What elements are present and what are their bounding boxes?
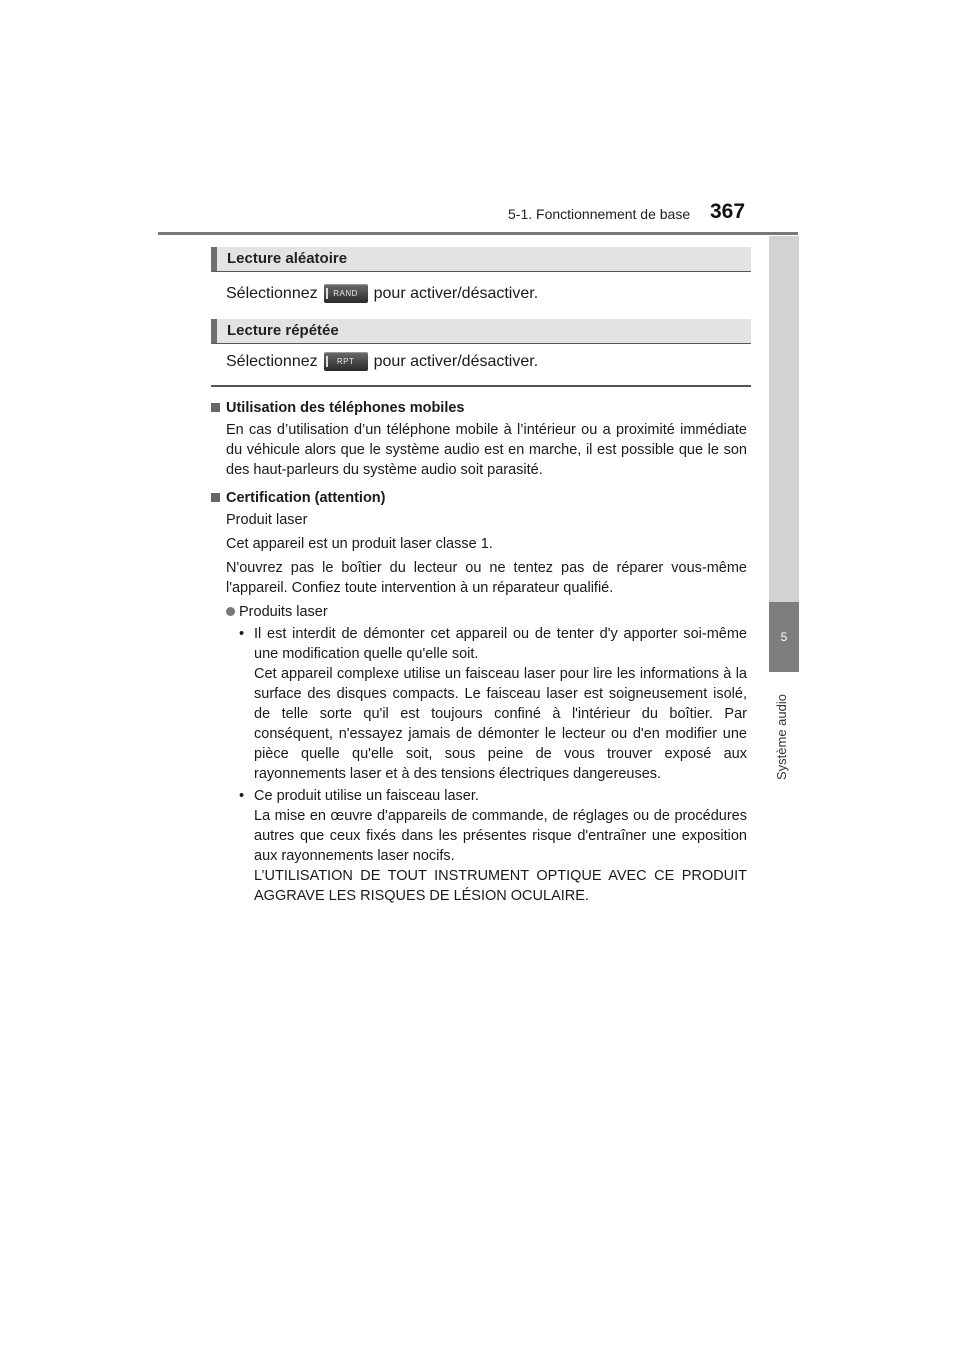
side-tab-label: Système audio [774, 694, 789, 780]
header-rule [158, 232, 798, 235]
square-bullet-icon [211, 403, 220, 412]
cert-line-1: Produit laser [226, 512, 308, 528]
instruction-repeat-after: pour activer/désactiver. [373, 352, 539, 370]
rand-button-icon: RAND [324, 284, 368, 303]
note-phones-text: En cas d’utilisation d’un téléphone mobile à l’intérieur ou a proximité immédiate du véhicule alors que le système audio est en marche, il est possible que le son des haut-parleurs du système audio soit parasité. [226, 422, 747, 478]
note-certification-title-text: Certification (attention) [226, 490, 386, 506]
laser-item-2 [239, 786, 747, 906]
side-tab-track [769, 236, 799, 602]
square-bullet-icon [211, 493, 220, 502]
instruction-repeat-before: Sélectionnez [226, 352, 318, 370]
laser-item-2-line-3: L’UTILISATION DE TOUT INSTRUMENT OPTIQUE AVEC CE PRODUIT AGGRAVE LES RISQUES DE LÉSION OCULAIRE. [254, 868, 747, 904]
section-heading-repeat-text: Lecture répétée [227, 322, 339, 339]
instruction-random-before: Sélectionnez [226, 284, 318, 302]
section-separator [211, 385, 751, 387]
cert-line-3: N'ouvrez pas le boîtier du lecteur ou ne tentez pas de réparer vous-même l'appareil. Confiez toute intervention à un réparateur qualifié. [226, 560, 747, 596]
section-heading-random [211, 247, 751, 272]
list-marker: • [239, 626, 245, 642]
laser-item-1 [239, 624, 747, 784]
note-phones-title-text: Utilisation des téléphones mobiles [226, 400, 465, 416]
laser-products-bullet [226, 602, 747, 622]
instruction-random-after: pour activer/désactiver. [373, 284, 539, 302]
list-marker: • [239, 788, 245, 804]
laser-item-1-line-2: Cet appareil complexe utilise un faisceau laser pour lire les informations à la surface des disques compacts. Le faisceau laser est soigneusement isolé, de telle sorte qu'il est toujours confiné à l'intérieur du boîtier. Par conséquent, n'essayez jamais de démonter le lecteur ou d'en modifier une pièce quelle qu'elle soit, sous peine de vous trouver exposé aux rayonnements laser et à des tensions électriques dangereuses. [254, 666, 747, 782]
laser-item-2-line-2: La mise en œuvre d'appareils de commande, de réglages ou de procédures autres que ceux fixés dans les présentes risque d'entraîner une exposition aux rayonnements laser nocifs. [254, 808, 747, 864]
laser-item-2-line-1: Ce produit utilise un faisceau laser. [254, 788, 479, 804]
notes-block [211, 398, 747, 908]
side-tab-number: 5 [769, 602, 799, 672]
instruction-random [226, 284, 538, 303]
header-section-title: 5-1. Fonctionnement de base [508, 206, 691, 222]
laser-item-1-line-1: Il est interdit de démonter cet appareil ou de tenter d'y apporter soi-même une modification quelle qu'elle soit. [254, 626, 747, 662]
instruction-repeat [226, 352, 538, 371]
page-number: 367 [710, 200, 746, 223]
section-heading-random-text: Lecture aléatoire [227, 250, 348, 267]
note-certification-title [211, 488, 747, 508]
circle-bullet-icon [226, 607, 235, 616]
cert-line-2: Cet appareil est un produit laser classe 1. [226, 536, 493, 552]
section-heading-repeat [211, 319, 751, 344]
rpt-button-icon: RPT [324, 352, 368, 371]
note-phones-title [211, 398, 747, 418]
laser-products-title: Produits laser [239, 604, 328, 620]
